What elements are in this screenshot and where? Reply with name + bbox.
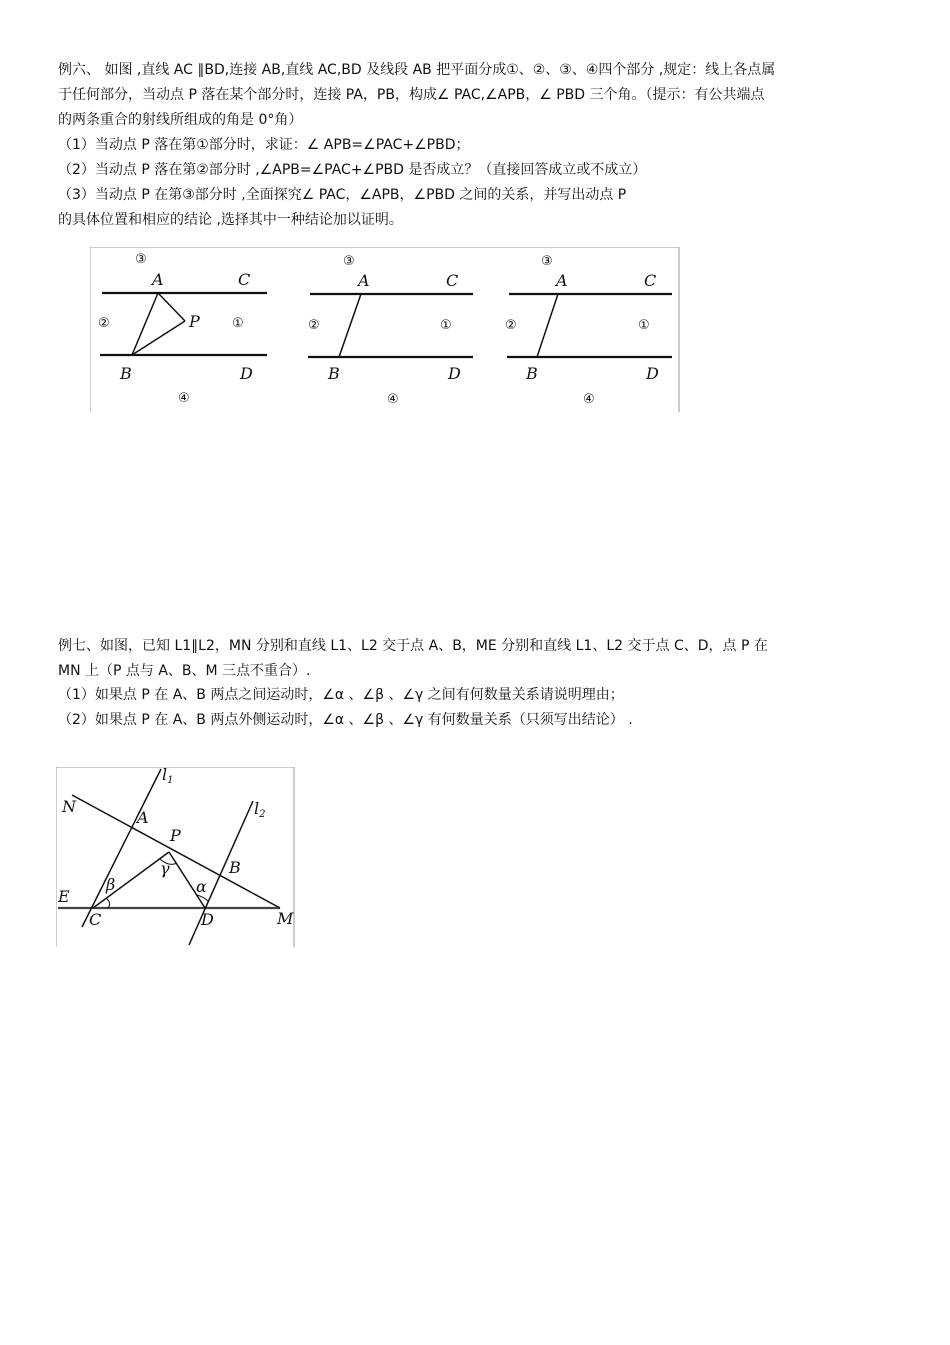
ex7-figure	[56, 767, 296, 947]
point-D-label: D	[240, 364, 253, 383]
segment-PA	[158, 293, 185, 321]
point-A-label: A	[152, 270, 164, 289]
l2-label: l2	[254, 799, 266, 820]
point-B-label: B	[526, 364, 538, 383]
segment-AB	[537, 294, 558, 357]
point-M-label: M	[277, 909, 294, 928]
point-E-label: E	[58, 887, 70, 906]
region-2-label: ②	[308, 318, 320, 333]
point-D-label: D	[646, 364, 659, 383]
region-3-label: ③	[135, 252, 147, 267]
ex7-line-3: （1）如果点 P 在 A、B 两点之间运动时，∠α 、∠β 、∠γ 之间有何数量关系请说明理由；	[58, 687, 624, 703]
region-4-label: ④	[387, 392, 399, 407]
ex6-line-3: 的两条重合的射线所组成的角是 0°角）	[58, 112, 303, 128]
angle-alpha-label: α	[196, 877, 207, 896]
angle-gamma-label: γ	[160, 859, 170, 878]
point-A-label: A	[358, 271, 370, 290]
ex6-line-1: 例六、 如图 ,直线 AC ∥BD,连接 AB,直线 AC,BD 及线段 AB 把平面分成①、②、③、④四个部分 ,规定：线上各点属	[58, 62, 776, 78]
point-P-label: P	[189, 312, 200, 331]
region-1-label: ①	[232, 316, 244, 331]
region-2-label: ②	[505, 318, 517, 333]
point-B-label: B	[229, 858, 241, 877]
point-B-label: B	[120, 364, 132, 383]
segment-PC	[93, 852, 169, 908]
ex6-line-2: 于任何部分，当动点 P 落在某个部分时，连接 PA，PB，构成∠ PAC,∠APB，∠ PBD 三个角。（提示：有公共端点	[58, 87, 765, 103]
ex6-panel-3	[505, 254, 672, 407]
ex6-line-6: （3）当动点 P 在第③部分时 ,全面探究∠ PAC，∠APB，∠PBD 之间的关系，并写出动点 P	[58, 187, 627, 203]
angle-beta-label: β	[106, 875, 116, 894]
angle-beta-arc	[106, 898, 110, 908]
ex6-line-7: 的具体位置和相应的结论 ,选择其中一种结论加以证明。	[58, 212, 403, 228]
ex7-figure-svg	[56, 767, 296, 947]
ex6-figure-svg	[90, 247, 680, 412]
line-l1	[82, 769, 161, 927]
region-1-label: ①	[638, 318, 650, 333]
point-B-label: B	[328, 364, 340, 383]
segment-PB	[132, 321, 185, 355]
ex6-line-4: （1）当动点 P 落在第①部分时，求证：∠ APB=∠PAC+∠PBD；	[58, 137, 470, 153]
l1-label: l1	[162, 767, 174, 786]
ex6-figure	[90, 247, 680, 412]
region-4-label: ④	[178, 391, 190, 406]
line-l2	[189, 801, 253, 945]
ex6-panel-2	[308, 254, 473, 407]
ex7-line-1: 例七、如图，已知 L1∥L2，MN 分别和直线 L1、L2 交于点 A、B，ME 分别和直线 L1、L2 交于点 C、D，点 P 在	[58, 638, 768, 654]
ex6-line-5: （2）当动点 P 落在第②部分时 ,∠APB=∠PAC+∠PBD 是否成立？（直接回答成立或不成立）	[58, 162, 647, 178]
point-A-label: A	[556, 271, 568, 290]
point-A-label: A	[137, 808, 149, 827]
ex6-panel-1	[98, 252, 267, 406]
region-2-label: ②	[98, 316, 110, 331]
point-D-label: D	[448, 364, 461, 383]
segment-AB	[132, 293, 158, 355]
region-4-label: ④	[583, 392, 595, 407]
point-C-label: C	[89, 910, 102, 929]
point-D-label: D	[201, 910, 214, 929]
region-3-label: ③	[541, 254, 553, 269]
point-P-label: P	[170, 826, 181, 845]
point-C-label: C	[238, 270, 251, 289]
ex7-line-2: MN 上（P 点与 A、B、M 三点不重合）.	[58, 663, 311, 679]
region-3-label: ③	[343, 254, 355, 269]
point-C-label: C	[446, 271, 459, 290]
point-N-label: N	[62, 797, 76, 816]
segment-AB	[339, 294, 361, 357]
ex7-line-4: （2）如果点 P 在 A、B 两点外侧运动时，∠α 、∠β 、∠γ 有何数量关系（只须写出结论） .	[58, 712, 633, 728]
region-1-label: ①	[440, 318, 452, 333]
point-C-label: C	[644, 271, 657, 290]
